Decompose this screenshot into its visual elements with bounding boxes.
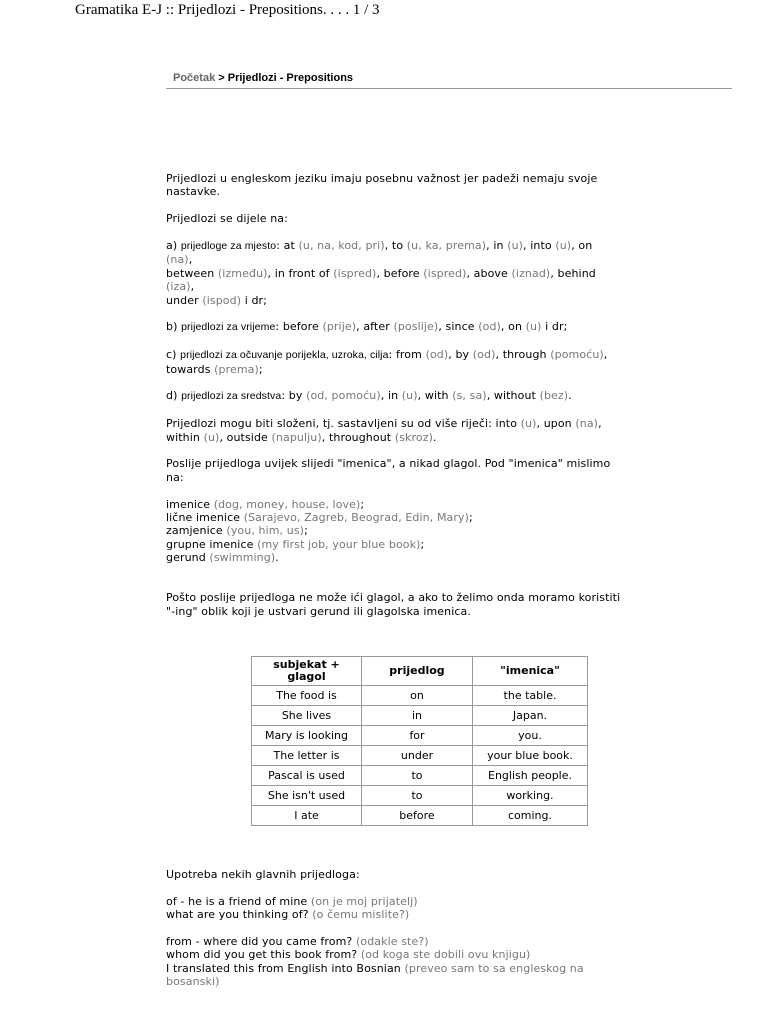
table-row bbox=[252, 806, 588, 826]
nouns-paragraph bbox=[166, 457, 656, 484]
preposition-table bbox=[251, 656, 588, 826]
noun-type: lične imenice bbox=[166, 511, 241, 525]
cat-a-title: prijedloge za mjesto bbox=[180, 240, 277, 252]
translation: (u) bbox=[525, 320, 542, 334]
table-cell: working. bbox=[473, 786, 588, 806]
prep: in bbox=[493, 239, 504, 252]
prep: from bbox=[395, 348, 422, 362]
prep: by bbox=[288, 389, 303, 403]
breadcrumb-current: Prijedlozi - Prepositions bbox=[227, 72, 354, 84]
table-cell: The letter is bbox=[252, 746, 362, 766]
compound-paragraph: Prijedlozi mogu biti složeni, tj. sastavljeni su od više riječi: into (u), upon (na), within (u), outside (napulju), throughout (skroz). bbox=[166, 417, 602, 444]
translation: (bez) bbox=[539, 389, 569, 403]
table-cell: in bbox=[362, 706, 473, 726]
usage-title: Upotreba nekih glavnih prijedloga: bbox=[166, 868, 360, 881]
cat-c-label: c) bbox=[166, 348, 177, 362]
noun-type: zamjenice bbox=[166, 524, 223, 538]
table-cell: the table. bbox=[473, 686, 588, 706]
translation: (od) bbox=[472, 348, 496, 362]
main-content bbox=[166, 172, 656, 618]
column-header: subjekat + glagol bbox=[252, 657, 362, 686]
table-cell: She lives bbox=[252, 706, 362, 726]
example-en: of - he is a friend of mine bbox=[166, 894, 308, 908]
prep: outside bbox=[226, 430, 268, 444]
column-header: prijedlog bbox=[362, 657, 473, 686]
prep: before bbox=[282, 320, 319, 334]
translation: (ispod) bbox=[202, 293, 242, 307]
translation: (od) bbox=[478, 320, 501, 334]
prep: under bbox=[166, 293, 199, 307]
prep: throughout bbox=[328, 430, 392, 444]
table-cell: for bbox=[362, 726, 473, 746]
cat-a-label: a) bbox=[166, 239, 178, 252]
table-cell: Pascal is used bbox=[252, 766, 362, 786]
prep: upon bbox=[543, 417, 572, 431]
noun-list: imenice (dog, money, house, love); lične imenice (Sarajevo, Zagreb, Beograd, Edin, Mary); zamjenice (you, him, us); grupne imenice (my first job, your blue book); gerund (swimming). bbox=[166, 497, 473, 565]
intro-line-1: Prijedlozi u engleskom jeziku imaju posebnu važnost jer padeži nemaju svoje bbox=[166, 172, 598, 185]
prep: in bbox=[387, 389, 399, 403]
example-en: whom did you get this book from? bbox=[166, 948, 358, 962]
translation: (u) bbox=[555, 239, 572, 252]
noun-examples: (swimming) bbox=[209, 551, 276, 565]
prep: since bbox=[445, 320, 475, 334]
noun-examples: (dog, money, house, love) bbox=[213, 497, 361, 511]
table-row bbox=[252, 706, 588, 726]
example-en: from - where did you came from? bbox=[166, 935, 353, 948]
translation: (iznad) bbox=[511, 266, 551, 280]
table-header-row bbox=[252, 657, 588, 686]
cat-b-label: b) bbox=[166, 320, 178, 334]
translation: (poslije) bbox=[393, 320, 439, 334]
table-row bbox=[252, 786, 588, 806]
example-translation: (o čemu mislite?) bbox=[312, 908, 410, 922]
translation: (prije) bbox=[322, 320, 357, 334]
gerund-note bbox=[166, 591, 656, 618]
noun-type: gerund bbox=[166, 551, 206, 565]
cat-c-title: prijedlozi za očuvanje porijekla, uzroka, cilja bbox=[180, 349, 389, 362]
translation: (skroz) bbox=[394, 430, 433, 444]
table-row bbox=[252, 746, 588, 766]
gerund-line-2: "-ing" oblik koji je ustvari gerund ili glagolska imenica. bbox=[166, 604, 471, 618]
noun-examples: (my first job, your blue book) bbox=[257, 537, 421, 551]
usage-of bbox=[166, 895, 656, 922]
translation: (između) bbox=[217, 266, 268, 280]
table-cell: under bbox=[362, 746, 473, 766]
category-d: d) prijedlozi za sredstva: by (od, pomoću), in (u), with (s, sa), without (bez). bbox=[166, 389, 572, 403]
example-translation: (odakle ste?) bbox=[355, 935, 429, 948]
prep: between bbox=[166, 266, 215, 280]
translation: (u) bbox=[203, 430, 220, 444]
example-en: what are you thinking of? bbox=[166, 908, 309, 922]
prep: towards bbox=[166, 362, 211, 376]
example-translation: (on je moj prijatelj) bbox=[310, 894, 418, 908]
noun-examples: (you, him, us) bbox=[226, 524, 305, 538]
column-header: "imenica" bbox=[473, 657, 588, 686]
cat-b-title: prijedlozi za vrijeme bbox=[181, 321, 276, 334]
translation: (pomoću) bbox=[550, 348, 604, 362]
example-translation: (od koga ste dobili ovu knjigu) bbox=[360, 948, 531, 962]
cat-d-title: prijedlozi za sredstva bbox=[181, 390, 282, 403]
breadcrumb-separator: > bbox=[215, 72, 228, 84]
translation: (ispred) bbox=[423, 266, 467, 280]
translation: (u) bbox=[401, 389, 418, 403]
prep: at bbox=[283, 239, 295, 252]
translation: (od, pomoću) bbox=[306, 389, 381, 403]
category-a: a) prijedloge za mjesto: at (u, na, kod, pri), to (u, ka, prema), in (u), into (u), on (na), between (između), in front of (ispred), before (ispred), above (iznad), behind (iza), under (ispod) i dr; bbox=[166, 239, 596, 307]
gerund-line-1: Pošto poslije prijedloga ne može ići glagol, a ako to želimo onda moramo koristiti bbox=[166, 591, 621, 605]
prep: on bbox=[508, 320, 523, 334]
translation: (napulju) bbox=[271, 430, 322, 444]
table-cell: to bbox=[362, 786, 473, 806]
table-row bbox=[252, 766, 588, 786]
nouns-line-2: na: bbox=[166, 470, 184, 484]
translation: (od) bbox=[425, 348, 449, 362]
compound-text: Prijedlozi mogu biti složeni, tj. sastavljeni su od više riječi: bbox=[166, 417, 492, 431]
noun-examples: (Sarajevo, Zagreb, Beograd, Edin, Mary) bbox=[243, 511, 469, 525]
prep: after bbox=[363, 320, 390, 334]
table-cell: The food is bbox=[252, 686, 362, 706]
print-header: Gramatika E-J :: Prijedlozi - Prepositions. . . . 1 / 3 bbox=[75, 2, 380, 18]
nouns-line-1: Poslije prijedloga uvijek slijedi "imenica", a nikad glagol. Pod "imenica" mislimo bbox=[166, 457, 611, 471]
table-cell: your blue book. bbox=[473, 746, 588, 766]
intro-line-2: nastavke. bbox=[166, 185, 221, 199]
prep: above bbox=[473, 266, 508, 280]
prep: with bbox=[424, 389, 449, 403]
prep: to bbox=[391, 239, 404, 252]
prep: into bbox=[495, 417, 518, 431]
prep: within bbox=[166, 430, 200, 444]
table-cell: Japan. bbox=[473, 706, 588, 726]
noun-type: imenice bbox=[166, 497, 211, 511]
prep: into bbox=[530, 239, 552, 252]
example-translation: bosanski) bbox=[166, 975, 220, 989]
breadcrumb-home-link[interactable]: Početak bbox=[173, 72, 216, 84]
translation: (na) bbox=[166, 253, 189, 267]
table-row bbox=[252, 726, 588, 746]
table-cell: She isn't used bbox=[252, 786, 362, 806]
intro-paragraph bbox=[166, 172, 656, 199]
table-cell: you. bbox=[473, 726, 588, 746]
table-cell: English people. bbox=[473, 766, 588, 786]
header-divider bbox=[166, 88, 732, 89]
usage-section bbox=[166, 868, 656, 989]
translation: (iza) bbox=[166, 280, 191, 294]
prep: through bbox=[502, 348, 547, 362]
translation: (u, na, kod, pri) bbox=[298, 239, 385, 252]
translation: (prema) bbox=[214, 362, 259, 376]
translation: (ispred) bbox=[333, 266, 377, 280]
category-b: b) prijedlozi za vrijeme: before (prije), after (poslije), since (od), on (u) i dr; bbox=[166, 320, 568, 334]
translation: (na) bbox=[575, 417, 599, 431]
table-cell: I ate bbox=[252, 806, 362, 826]
usage-from bbox=[166, 935, 656, 989]
example-translation: (preveo sam to sa engleskog na bbox=[404, 961, 584, 975]
translation: (u) bbox=[520, 417, 537, 431]
prep: without bbox=[493, 389, 536, 403]
prep: behind bbox=[557, 266, 596, 280]
prep: by bbox=[455, 348, 470, 362]
table-cell: coming. bbox=[473, 806, 588, 826]
table-cell: on bbox=[362, 686, 473, 706]
table-cell: to bbox=[362, 766, 473, 786]
prep: before bbox=[383, 266, 420, 280]
etc: i dr; bbox=[244, 293, 267, 307]
table-row bbox=[252, 686, 588, 706]
breadcrumb bbox=[173, 72, 353, 84]
translation: (u, ka, prema) bbox=[406, 239, 487, 252]
example-en: I translated this from English into Bosnian bbox=[166, 961, 401, 975]
etc: i dr; bbox=[545, 320, 568, 334]
noun-type: grupne imenice bbox=[166, 537, 254, 551]
translation: (s, sa) bbox=[452, 389, 487, 403]
category-c: c) prijedlozi za očuvanje porijekla, uzroka, cilja: from (od), by (od), through (pomoću), towards (prema); bbox=[166, 348, 608, 376]
table-cell: before bbox=[362, 806, 473, 826]
split-paragraph: Prijedlozi se dijele na: bbox=[166, 212, 288, 226]
prep: in front of bbox=[274, 266, 330, 280]
prep: on bbox=[578, 239, 593, 252]
translation: (u) bbox=[507, 239, 524, 252]
table-cell: Mary is looking bbox=[252, 726, 362, 746]
cat-d-label: d) bbox=[166, 389, 178, 403]
